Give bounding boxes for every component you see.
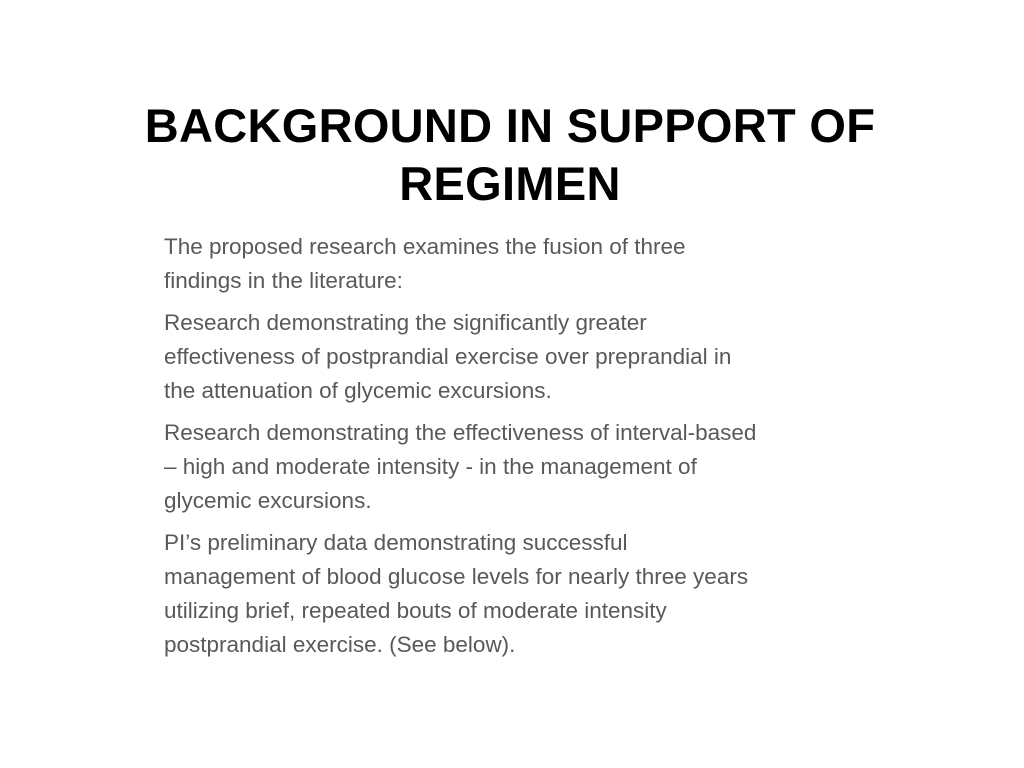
slide-title — [140, 97, 880, 213]
finding-preliminary-data-paragraph — [164, 526, 864, 662]
slide-title-line-1: BACKGROUND IN SUPPORT OF — [144, 99, 876, 152]
intro-line-1: The proposed research examines the fusion of three — [164, 234, 686, 259]
intro-line-2: findings in the literature: — [164, 268, 403, 293]
finding-interval-line-2: – high and moderate intensity - in the management of — [164, 454, 697, 479]
finding-postprandial-paragraph — [164, 306, 864, 408]
finding-interval-paragraph — [164, 416, 864, 518]
finding-postprandial-line-2: effectiveness of postprandial exercise over preprandial in — [164, 344, 732, 369]
finding-preliminary-line-2: management of blood glucose levels for nearly three years — [164, 564, 749, 589]
intro-paragraph — [164, 230, 864, 298]
slide-body — [164, 230, 864, 670]
finding-preliminary-line-3: utilizing brief, repeated bouts of moderate intensity — [164, 598, 667, 623]
finding-postprandial-line-1: Research demonstrating the significantly greater — [164, 310, 647, 335]
slide-title-line-2: REGIMEN — [399, 157, 621, 210]
finding-preliminary-line-4: postprandial exercise. (See below). — [164, 632, 516, 657]
finding-postprandial-line-3: the attenuation of glycemic excursions. — [164, 378, 552, 403]
finding-preliminary-line-1: PI’s preliminary data demonstrating successful — [164, 530, 628, 555]
finding-interval-line-3: glycemic excursions. — [164, 488, 372, 513]
finding-interval-line-1: Research demonstrating the effectiveness of interval-based — [164, 420, 757, 445]
